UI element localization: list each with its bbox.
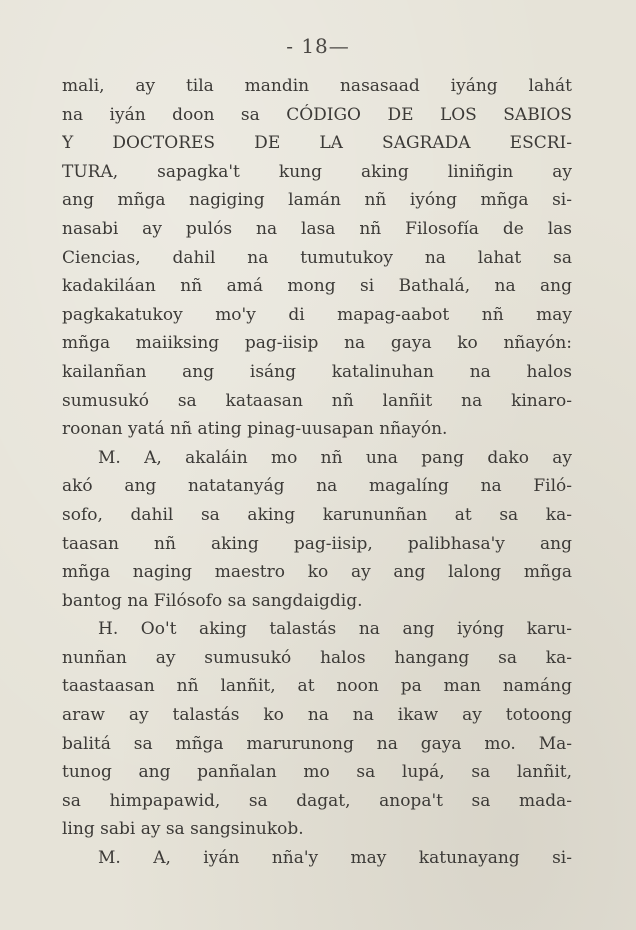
text-line: mali, ay tila mandin nasasaad iyáng lahát [62,76,572,96]
text-line: Ciencias, dahil na tumutukoy na lahat sa [62,247,572,268]
text-line: ang mñga nagiging lamán nñ iyóng mñga si- [62,190,572,211]
text-line: sofo, dahil sa aking karununñan at sa ka- [62,504,572,525]
text-line: na iyán doon sa CÓDIGO DE LOS SABIOS [62,104,572,125]
body-text [62,72,572,873]
text-line: tunog ang panñalan mo sa lupá, sa lanñit, [62,762,572,783]
text-line: pagkakatukoy mo'y di mapag-aabot nñ may [62,304,572,325]
text-line: sa himpapawid, sa dagat, anopa't sa mada- [62,790,572,811]
text-line: nunñan ay sumusukó halos hangang sa ka- [62,647,572,668]
text-line: akó ang natatanyág na magalíng na Filó- [62,476,572,497]
text-line: taasan nñ aking pag-iisip, palibhasa'y ang [62,533,572,554]
text-line: M. A, akaláin mo nñ una pang dako ay [98,447,572,468]
text-line: bantog na Filósofo sa sangdaigdig. [62,590,363,611]
text-line: mñga naging maestro ko ay ang lalong mñga [62,562,572,583]
text-line: mñga maiiksing pag-iisip na gaya ko nñayón: [62,333,572,354]
text-line: nasabi ay pulós na lasa nñ Filosofía de las [62,218,572,239]
text-line: balitá sa mñga marurunong na gaya mo. Ma- [62,733,572,754]
text-line: TURA, sapagka't kung aking liniñgin ay [62,161,572,182]
text-line: Y DOCTORES DE LA SAGRADA ESCRI- [62,133,572,154]
text-line: kailanñan ang isáng katalinuhan na halos [62,361,572,382]
text-line: araw ay talastás ko na na ikaw ay totoong [62,705,572,726]
text-line: M. A, iyán nña'y may katunayang si- [98,848,572,869]
text-line: roonan yatá nñ ating pinag-uusapan nñayón. [62,419,448,440]
text-line: taastaasan nñ lanñit, at noon pa man namáng [62,676,572,697]
text-line: ling sabi ay sa sangsinukob. [62,819,304,840]
page-number: - 18— [286,34,350,58]
text-line: H. Oo't aking talastás na ang iyóng karu- [98,619,572,640]
text-line: kadakiláan nñ amá mong si Bathalá, na ang [62,276,572,297]
text-line: sumusukó sa kataasan nñ lanñit na kinaro- [62,390,572,411]
